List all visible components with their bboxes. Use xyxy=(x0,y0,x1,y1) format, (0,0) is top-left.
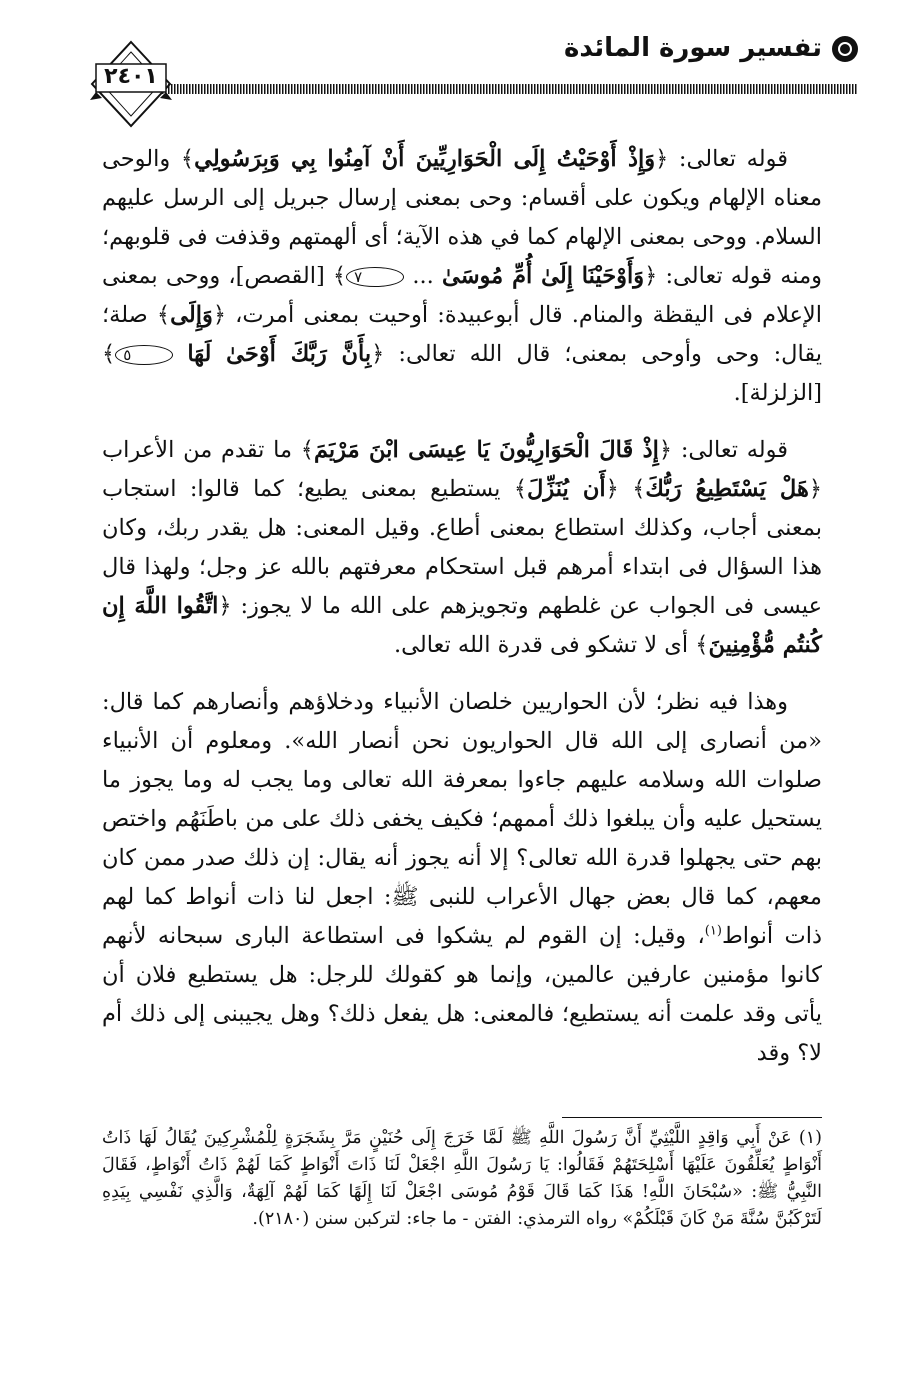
commentary-text: والوحى معناه الإلهام ويكون على أقسام: وحى بمعنى إرسال جبريل إلى الرسل عليهم السلام. ووحى بمعنى الإلهام كما في هذه الآية؛ أى ألهمتهم وقذفت فى قلوبهم؛ ومنه قوله تعالى: xyxy=(102,146,823,289)
commentary-text: وهذا فيه نظر؛ لأن الحواريين خلصان الأنبياء ودخلاؤهم وأنصارهم كما قال: «من أنصارى إلى الله قال الحواريون نحن أنصار الله». ومعلوم أن الأنبياء صلوات الله وسلامه عليهم جاءوا بمعرفة الله تعالى وما يجب له وما يجوز ما يستحيل عليه وأن يبلغوا ذلك أممهم؛ فكيف يخفى ذلك على من باطَنَهُم واختص بهم حتى يجهلوا قدرة الله تعالى؟ إلا أنه يجوز أنه يقال: إن ذلك صدر ممن كان معهم، كما قال بعض جهال الأعراب للنبى ﷺ: اجعل لنا ذات أنواط كما لهم ذات أنواط xyxy=(102,689,822,949)
commentary-text: [الزلزلة]. xyxy=(733,380,822,406)
commentary-text: ، وقيل: إن القوم لم يشكوا فى استطاعة البارى سبحانه لأنهم كانوا مؤمنين عارفين عالمين، وإنما هو كقولك للرجل: هل يستطيع فلان أن يأتى وقد علمت أنه يستطيع؛ فالمعنى: هل يفعل ذلك؟ وهل يجيبنى إلى ذلك أم لا؟ وقد xyxy=(102,923,822,1066)
quran-verse-text: أَن يُنَزِّلَ xyxy=(527,476,606,502)
verse-bracket: ﴿ xyxy=(605,476,619,502)
ayah-number-marker: ٧ xyxy=(346,267,404,287)
verse-bracket: ﴾ xyxy=(513,476,527,502)
quran-verse-text: اتَّقُوا اللَّهَ إِن كُنتُم مُّؤْمِنِينَ xyxy=(102,593,822,658)
paragraph-verse-hawariyyun xyxy=(102,431,822,665)
commentary-text: ... xyxy=(404,263,442,289)
quran-verse-text: وَإِذْ أَوْحَيْتُ إِلَى الْحَوَارِيِّينَ أَنْ آمِنُوا بِي وَبِرَسُولِي xyxy=(194,146,656,172)
quran-verse-text: هَلْ يَسْتَطِيعُ رَبُّكَ xyxy=(645,476,809,502)
verse-bracket: ﴿ xyxy=(371,341,385,367)
verse-bracket: ﴾ xyxy=(156,302,171,328)
commentary-text: ما تقدم من الأعراب xyxy=(102,437,301,463)
paragraph-verse-wahy xyxy=(102,140,822,413)
verse-bracket: ﴿ xyxy=(212,302,227,328)
quran-verse-text: وَإِلَى xyxy=(170,302,213,328)
page-header xyxy=(88,28,858,128)
verse-bracket: ﴿ xyxy=(218,593,232,619)
footnote-reference: (١) xyxy=(704,923,722,939)
commentary-text: يستطيع بمعنى يطيع؛ كما قالوا: استجاب بمعنى أجاب، وكذلك استطاع بمعنى أطاع. وقيل المعنى: هل يقدر ربك، وكان هذا السؤال فى ابتداء أمرهم قبل استحكام معرفتهم بالله عز وجل؛ ولهذا قال عيسى فى الجواب عن غلطهم وتجويزهم على الله ما لا يجوز: xyxy=(102,476,822,619)
verse-bracket: ﴾ xyxy=(102,341,116,367)
footnote-separator xyxy=(562,1117,822,1118)
commentary-text: قوله تعالى: xyxy=(668,146,788,172)
verse-bracket: ﴿ xyxy=(644,263,658,289)
verse-bracket: ﴿ xyxy=(655,146,669,172)
quran-verse-text: بِأَنَّ رَبَّكَ أَوْحَىٰ لَهَا xyxy=(187,341,372,367)
page-number-badge xyxy=(88,38,174,128)
commentary-text xyxy=(619,476,632,502)
quran-verse-text: وَأَوْحَيْنَا إِلَىٰ أُمِّ مُوسَىٰ xyxy=(441,263,645,289)
commentary-text: [القصص]، ووحى بمعنى الإعلام فى اليقظة والمنام. قال أبوعبيدة: أوحيت بمعنى أمرت، xyxy=(102,263,823,328)
footnote: (١) عَنْ أَبِي وَاقِدٍ اللَّيْثِيِّ أَنَّ رَسُولَ اللَّهِ ﷺ لَمَّا خَرَجَ إِلَى حُنَيْنٍ مَرَّ بِشَجَرَةٍ لِلْمُشْرِكِينَ يُقَالُ لَهَا ذَاتُ أَنْوَاطٍ يُعَلِّقُونَ عَلَيْهَا أَسْلِحَتَهُمْ فَقَالُوا: يَا رَسُولَ اللَّهِ اجْعَلْ لَنَا ذَاتَ أَنْوَاطٍ كَمَا لَهُمْ ذَاتُ أَنْوَاطٍ، فَقَالَ النَّبِيُّ ﷺ: «سُبْحَانَ اللَّهِ! هَذَا كَمَا قَالَ قَوْمُ مُوسَى اجْعَلْ لَنَا إِلَهًا كَمَا لَهُمْ آلِهَةٌ، وَالَّذِي نَفْسِي بِيَدِهِ لَتَرْكَبُنَّ سُنَّةَ مَنْ كَانَ قَبْلَكُمْ» رواه الترمذي: الفتن - ما جاء: لترکبن سنن (٢١٨٠). xyxy=(102,1128,822,1229)
verse-bracket: ﴾ xyxy=(180,146,195,172)
verse-bracket: ﴾ xyxy=(332,263,347,289)
verse-bracket: ﴿ xyxy=(808,476,823,502)
running-title: تفسير سورة المائدة xyxy=(563,33,822,63)
commentary-text: قوله تعالى: xyxy=(672,437,789,463)
ayah-number-marker: ٥ xyxy=(115,345,173,365)
commentary-text: أى لا تشكو فى قدرة الله تعالى. xyxy=(394,632,696,658)
ornament-bullet-icon xyxy=(832,36,858,62)
quran-verse-text: إِذْ قَالَ الْحَوَارِيُّونَ يَا عِيسَى ابْنَ مَرْيَمَ xyxy=(313,437,659,463)
page-number: ٢٤٠١ xyxy=(104,64,158,89)
main-text xyxy=(102,140,822,1073)
verse-bracket: ﴿ xyxy=(658,437,673,463)
commentary-text xyxy=(173,341,187,367)
verse-bracket: ﴾ xyxy=(300,437,314,463)
commentary-text: صلة؛ يقال: وحى وأوحى بمعنى؛ قال الله تعالى: xyxy=(102,302,822,367)
paragraph-commentary xyxy=(102,683,822,1073)
verse-bracket: ﴾ xyxy=(695,632,709,658)
header-rule xyxy=(162,84,858,94)
verse-bracket: ﴾ xyxy=(632,476,646,502)
